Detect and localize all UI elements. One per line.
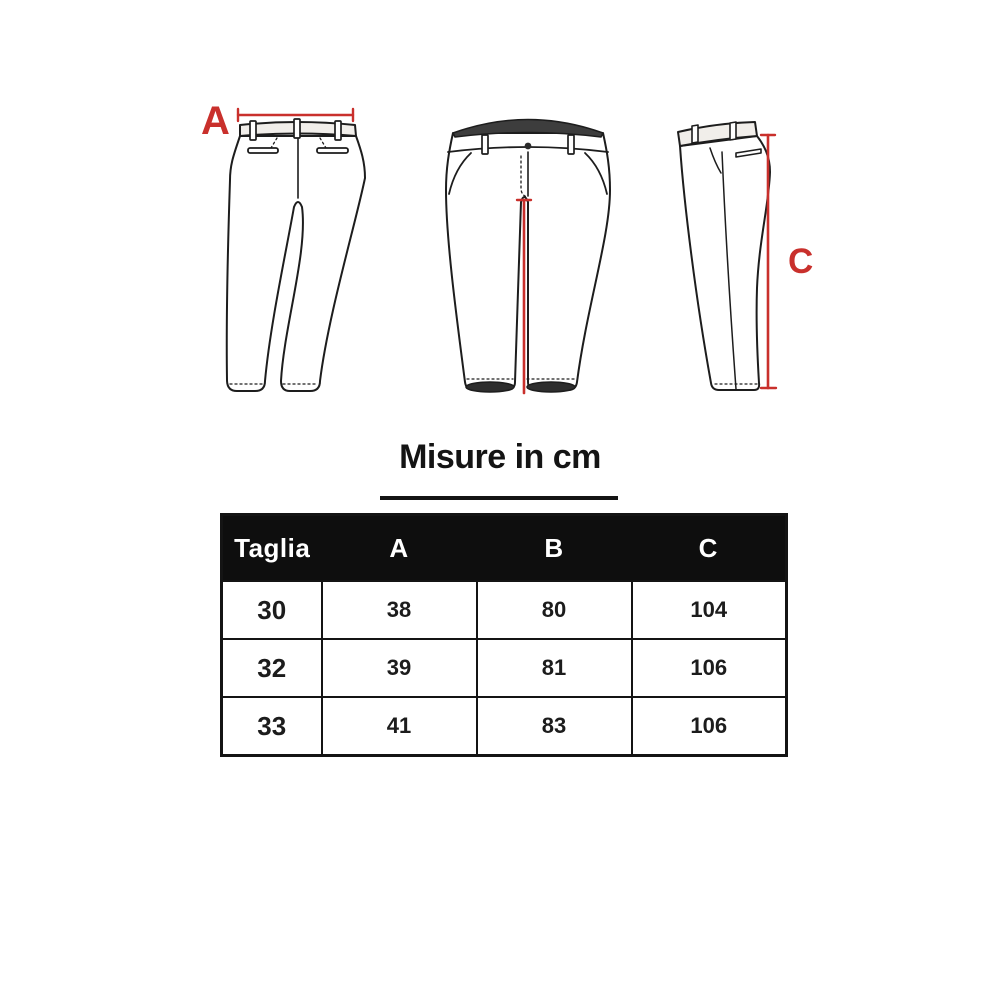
cell-a: 38 <box>322 581 477 639</box>
cell-a: 41 <box>322 697 477 756</box>
cell-size: 30 <box>222 581 322 639</box>
header-b: B <box>477 515 632 582</box>
cell-b: 80 <box>477 581 632 639</box>
cell-c: 104 <box>632 581 787 639</box>
hem-right <box>527 382 575 392</box>
measure-label-a: A <box>201 99 230 143</box>
page-title: Misure in cm <box>399 438 601 476</box>
table-row <box>222 697 787 756</box>
size-table <box>220 513 785 757</box>
header-c: C <box>632 515 787 582</box>
pants-side-view-drawing <box>665 112 825 402</box>
table-header-row <box>222 515 787 582</box>
header-a: A <box>322 515 477 582</box>
cell-b: 81 <box>477 639 632 697</box>
pants-front-view-drawing <box>438 106 618 406</box>
back-pocket-right <box>317 148 348 153</box>
cell-a: 39 <box>322 639 477 697</box>
header-taglia: Taglia <box>222 515 322 582</box>
hem-left <box>466 382 514 392</box>
cell-c: 106 <box>632 697 787 756</box>
pants-back-view-drawing <box>220 100 370 405</box>
table-row <box>222 581 787 639</box>
measure-label-c: C <box>788 242 814 281</box>
back-pocket-left <box>248 148 278 153</box>
waist-button <box>525 143 532 150</box>
cell-b: 83 <box>477 697 632 756</box>
cell-size: 32 <box>222 639 322 697</box>
title-underline <box>380 496 618 500</box>
cell-c: 106 <box>632 639 787 697</box>
cell-size: 33 <box>222 697 322 756</box>
table-row <box>222 639 787 697</box>
